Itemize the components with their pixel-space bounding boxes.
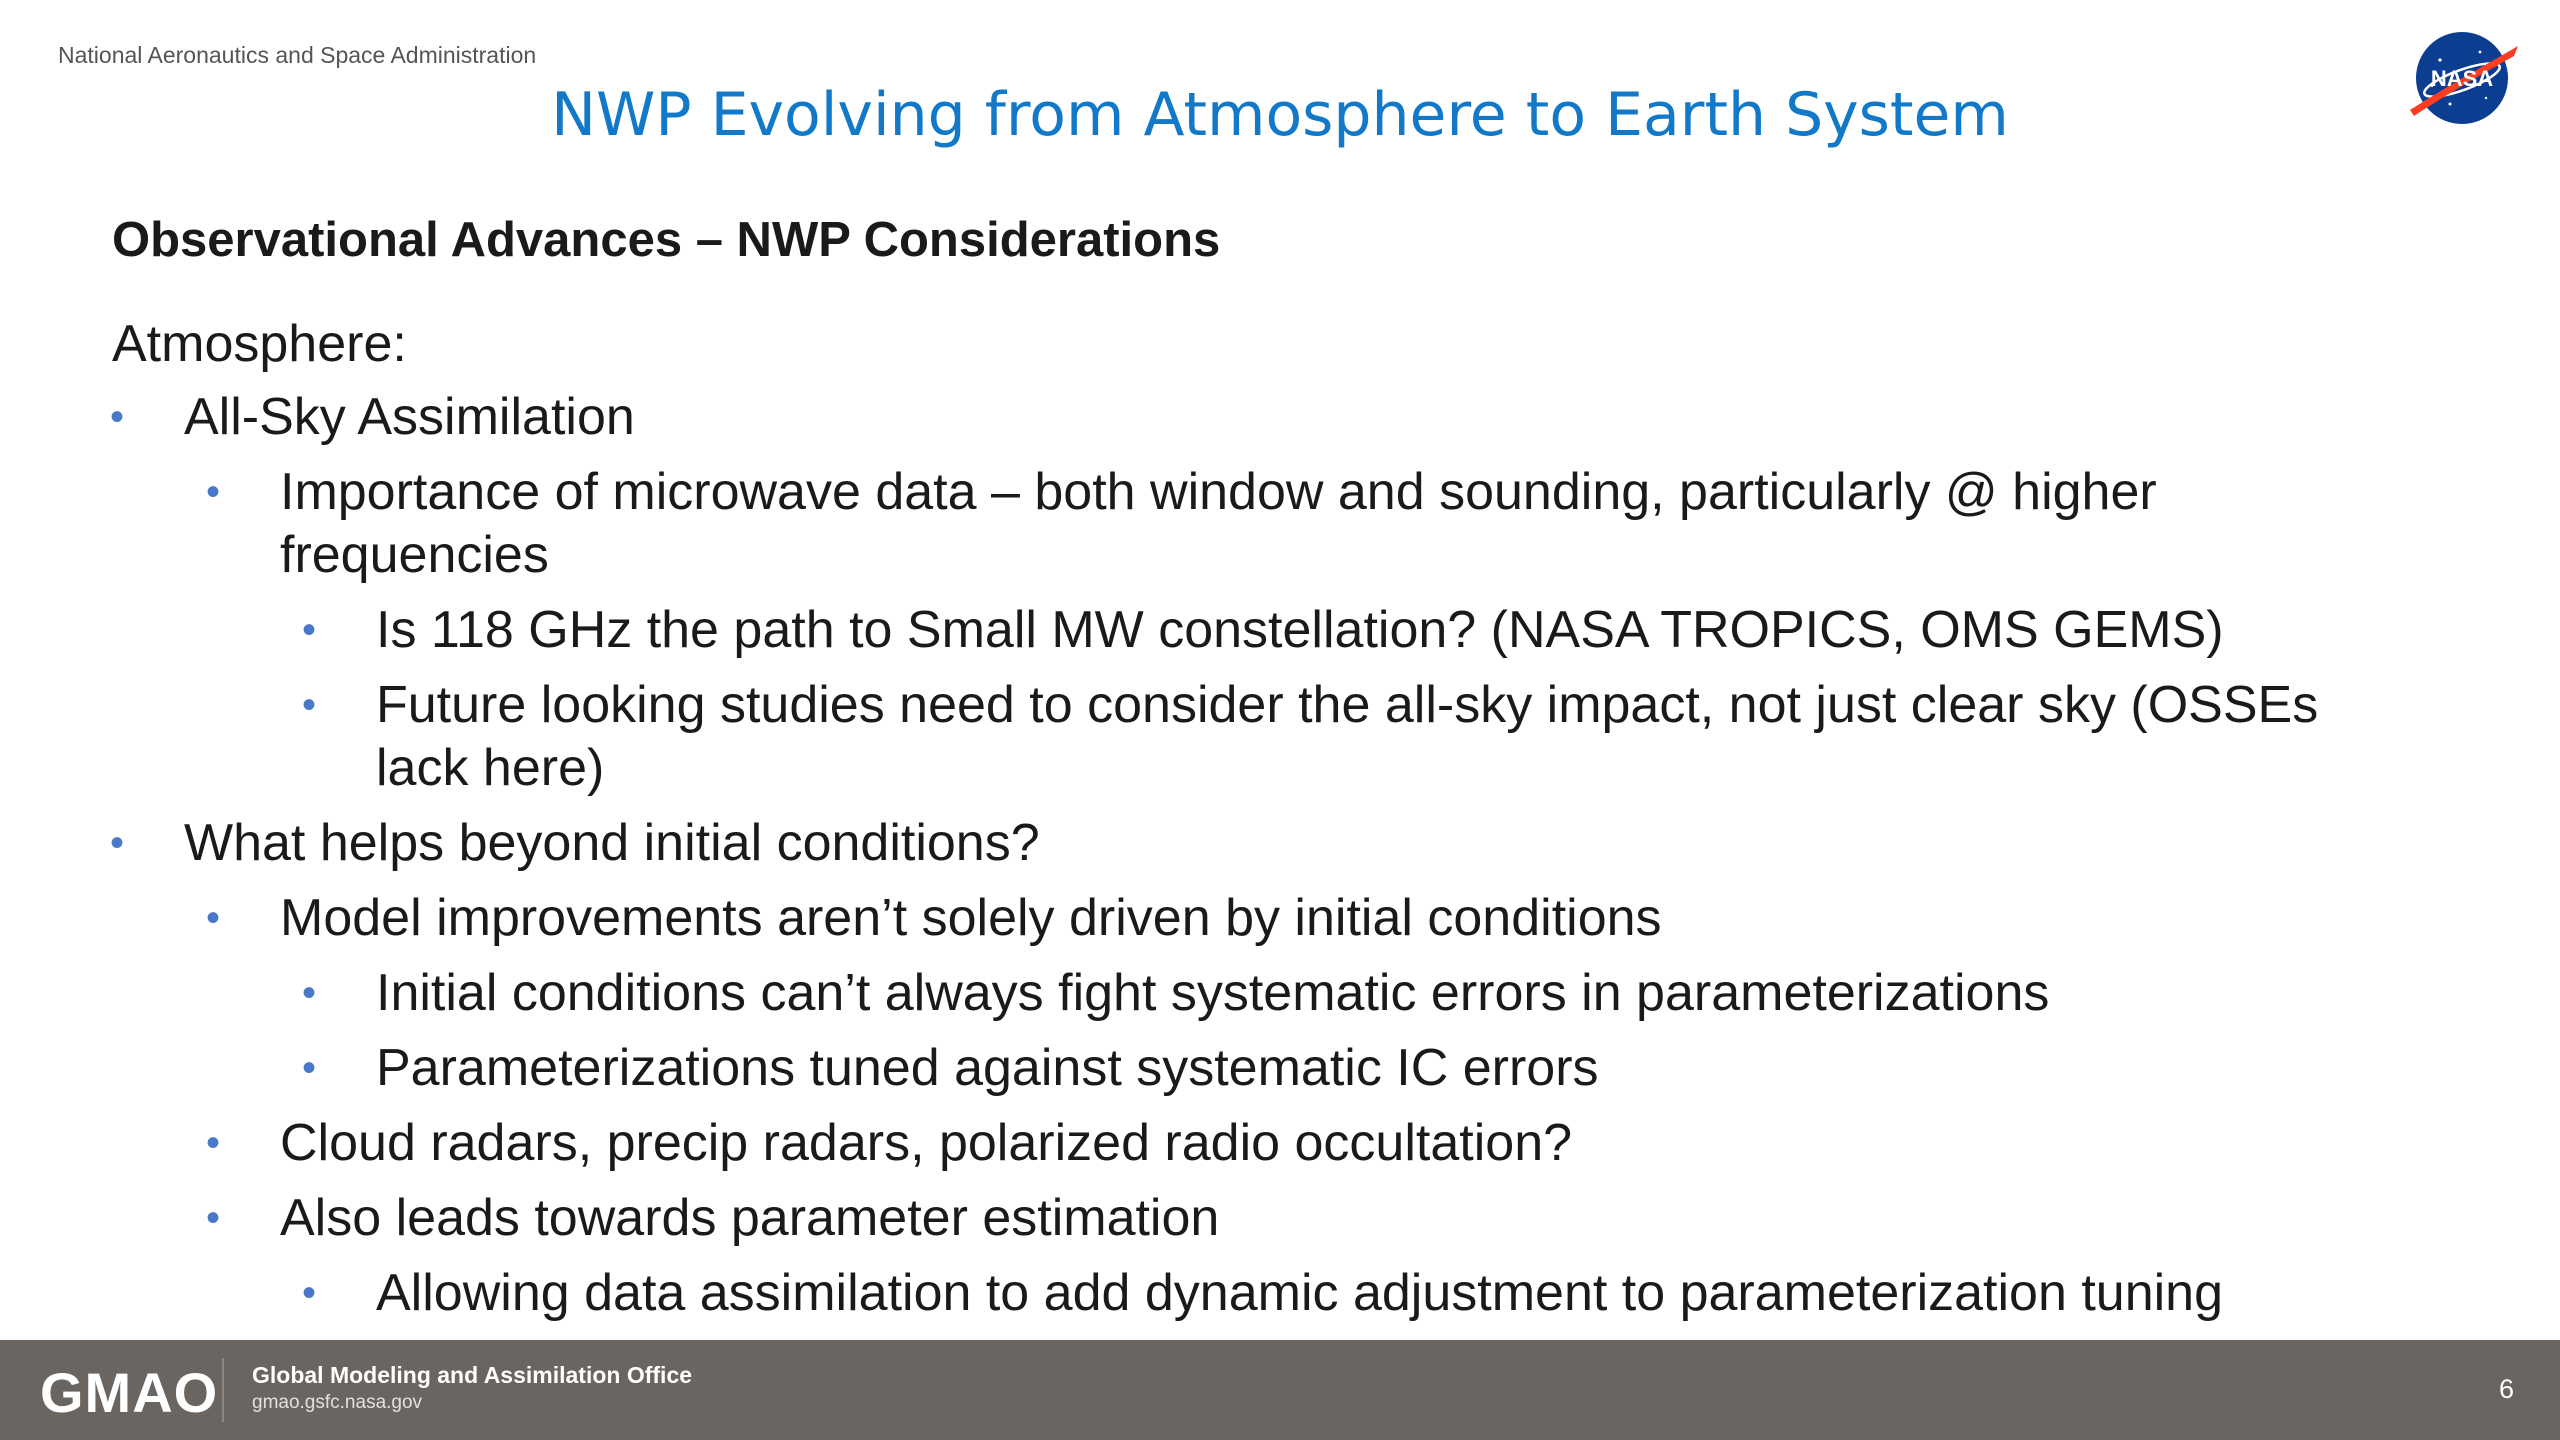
gmao-logo: GMAO <box>40 1361 219 1424</box>
bullet-item-level-2 <box>0 1187 2280 1250</box>
slide-title: NWP Evolving from Atmosphere to Earth System <box>551 80 2009 150</box>
bullet-item-level-1 <box>0 386 2344 449</box>
bullet-item-level-1 <box>0 812 2344 875</box>
bullet-text: Parameterizations tuned against systematic IC errors <box>376 1039 1599 1097</box>
bullet-text: Importance of microwave data – both window and sounding, particularly @ higher frequencies <box>280 463 2157 584</box>
office-url: gmao.gsfc.nasa.gov <box>252 1392 423 1413</box>
bullet-icon: • <box>302 608 317 652</box>
bullet-icon: • <box>302 1046 317 1090</box>
bullet-text: Also leads towards parameter estimation <box>280 1189 1220 1247</box>
bullet-icon: • <box>110 821 125 865</box>
bullet-icon: • <box>206 1121 221 1165</box>
bullet-text: What helps beyond initial conditions? <box>184 814 1040 872</box>
agency-name: National Aeronautics and Space Administration <box>58 42 537 68</box>
page-number: 6 <box>2498 1374 2514 1404</box>
bullet-text: Cloud radars, precip radars, polarized radio occultation? <box>280 1114 1573 1172</box>
bullet-icon: • <box>206 896 221 940</box>
bullet-icon: • <box>206 470 221 514</box>
bullet-item-level-3 <box>0 599 2376 662</box>
footer-bar <box>0 1340 2560 1440</box>
bullet-icon: • <box>302 971 317 1015</box>
bullet-text: Model improvements aren’t solely driven by initial conditions <box>280 889 1662 947</box>
bullet-item-level-2 <box>0 461 2280 587</box>
bullet-item-level-3 <box>0 1262 2376 1325</box>
bullet-icon: • <box>302 1271 317 1315</box>
footer-divider <box>222 1358 224 1422</box>
bullet-text: All-Sky Assimilation <box>184 388 635 446</box>
bullet-text: Is 118 GHz the path to Small MW constellation? (NASA TROPICS, OMS GEMS) <box>376 601 2224 659</box>
bullet-text: Future looking studies need to consider the all-sky impact, not just clear sky (OSSEs lack here) <box>376 676 2319 797</box>
bullet-text: Allowing data assimilation to add dynamic adjustment to parameterization tuning <box>376 1264 2224 1322</box>
nasa-logo-text: NASA <box>2430 66 2494 91</box>
office-name: Global Modeling and Assimilation Office <box>252 1362 693 1388</box>
section-label: Atmosphere: <box>112 315 407 373</box>
bullet-item-level-3 <box>0 674 2376 800</box>
bullet-item-level-3 <box>0 1037 2376 1100</box>
bullet-icon: • <box>110 395 125 439</box>
bullet-item-level-2 <box>0 887 2280 950</box>
slide-subtitle: Observational Advances – NWP Considerations <box>112 213 1221 267</box>
bullet-item-level-3 <box>0 962 2376 1025</box>
bullet-list <box>0 386 2560 1337</box>
bullet-icon: • <box>206 1196 221 1240</box>
bullet-item-level-2 <box>0 1112 2280 1175</box>
bullet-text: Initial conditions can’t always fight systematic errors in parameterizations <box>376 964 2050 1022</box>
bullet-icon: • <box>302 683 317 727</box>
